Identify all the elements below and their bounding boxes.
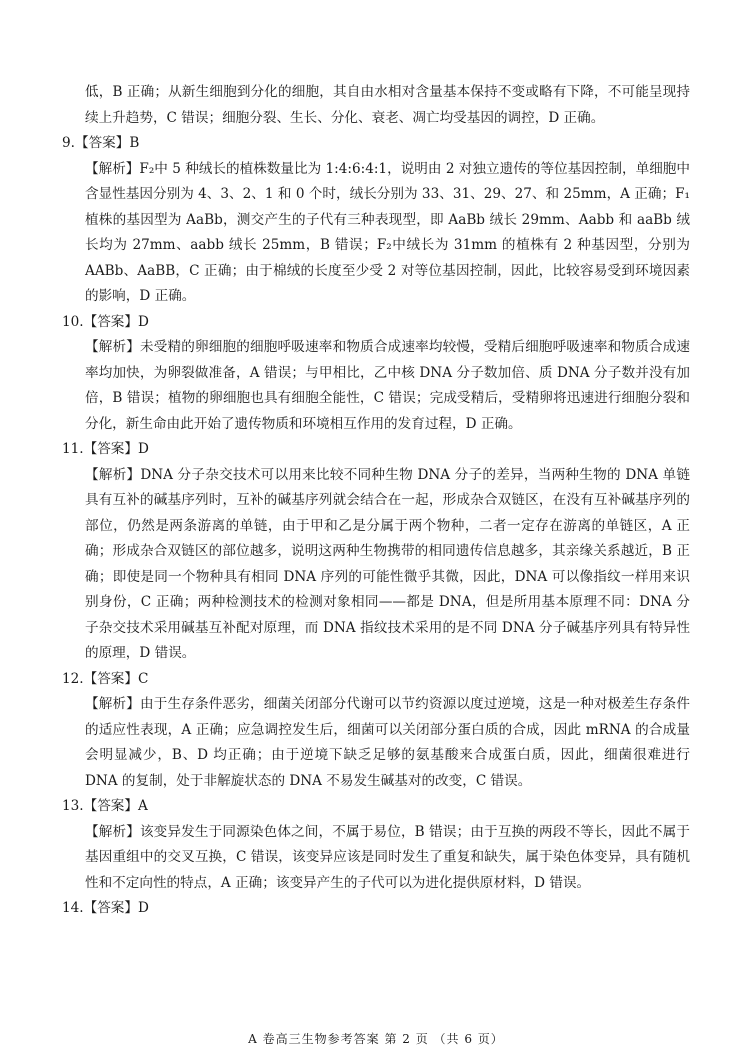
answer-content — [62, 80, 690, 922]
question-answer-heading: 10.【答案】D — [62, 313, 149, 330]
question-answer-heading: 13.【答案】A — [62, 798, 148, 814]
explanation-paragraph: 【解析】DNA 分子杂交技术可以用来比较不同种生物 DNA 分子的差异，当两种生物的 DNA 单链具有互补的碱基序列时，互补的碱基序列就会结合在一起，形成杂合双链区，在没有互补碱基序列的部位，仍然是两条游离的单链，由于甲和乙是分属于两个物种，二者一定存在游离的单链区，A 正确；形成杂合双链区的部位越多，说明这两种生物携带的相同遗传信息越多，其亲缘关系越近，B 正确；即使是同一个物种具有相同 DNA 序列的可能性微乎其微，因此，DNA 可以像指纹一样用来识别身份，C 正确；两种检测技术的检测对象相同——都是 DNA，但是所用基本原理不同：DNA 分子杂交技术采用碱基互补配对原理，而 DNA 指纹技术采用的是不同 DNA 分子碱基序列具有特异性的原理，D 错误。 — [85, 466, 690, 661]
question-answer-heading: 14.【答案】D — [62, 900, 149, 916]
page-footer: A 卷高三生物参考答案 第 2 页 （共 6 页） — [248, 1032, 504, 1046]
explanation-paragraph: 【解析】该变异发生于同源染色体之间，不属于易位，B 错误；由于互换的两段不等长，因此不属于基因重组中的交叉互换，C 错误，该变异应该是同时发生了重复和缺失，属于染色体变异，具有随机性和不定向性的特点，A 正确；该变异产生的子代可以为进化提供原材料，D 错误。 — [85, 823, 690, 891]
question-answer-heading: 9.【答案】B — [62, 135, 140, 151]
explanation-paragraph: 【解析】未受精的卵细胞的细胞呼吸速率和物质合成速率均较慢，受精后细胞呼吸速率和物质合成速率均加快，为卵裂做准备，A 错误；与甲相比，乙中核 DNA 分子数加倍、质 DNA 分子数并没有加倍，B 错误；植物的卵细胞也具有细胞全能性，C 错误；完成受精后，受精卵将迅速进行细胞分裂和分化，新生命由此开始了遗传物质和环境相互作用的发育过程，D 正确。 — [85, 339, 690, 432]
explanation-paragraph: 低，B 正确；从新生细胞到分化的细胞，其自由水相对含量基本保持不变或略有下降，不可能呈现持续上升趋势，C 错误；细胞分裂、生长、分化、衰老、凋亡均受基因的调控，D 正确。 — [85, 84, 690, 126]
explanation-paragraph: 【解析】F₂中 5 种绒长的植株数量比为 1:4:6:4:1，说明由 2 对独立遗传的等位基因控制，单细胞中含显性基因分别为 4、3、2、1 和 0 个时，绒长分别为 33、31、29、27、和 25mm，A 正确；F₁植株的基因型为 AaBb，测交产生的子代有三种表现型，即 AaBb 绒长 29mm、Aabb 和 aaBb 绒长均为 27mm、aabb 绒长 25mm，B 错误；F₂中绒长为 31mm 的植株有 2 种基因型，分别为 AABb、AaBB，C 正确；由于棉绒的长度至少受 2 对等位基因控制，因此，比较容易受到环境因素的影响，D 正确。 — [85, 160, 690, 304]
explanation-paragraph: 【解析】由于生存条件恶劣，细菌关闭部分代谢可以节约资源以度过逆境，这是一种对极差生存条件的适应性表现，A 正确；应急调控发生后，细菌可以关闭部分蛋白质的合成，因此 mRNA 的合成量会明显减少，B、D 均正确；由于逆境下缺乏足够的氨基酸来合成蛋白质，因此，细菌很难进行 DNA 的复制，处于非解旋状态的 DNA 不易发生碱基对的改变，C 错误。 — [85, 696, 690, 789]
question-answer-heading: 12.【答案】C — [62, 670, 149, 687]
question-answer-heading: 11.【答案】D — [62, 441, 149, 457]
